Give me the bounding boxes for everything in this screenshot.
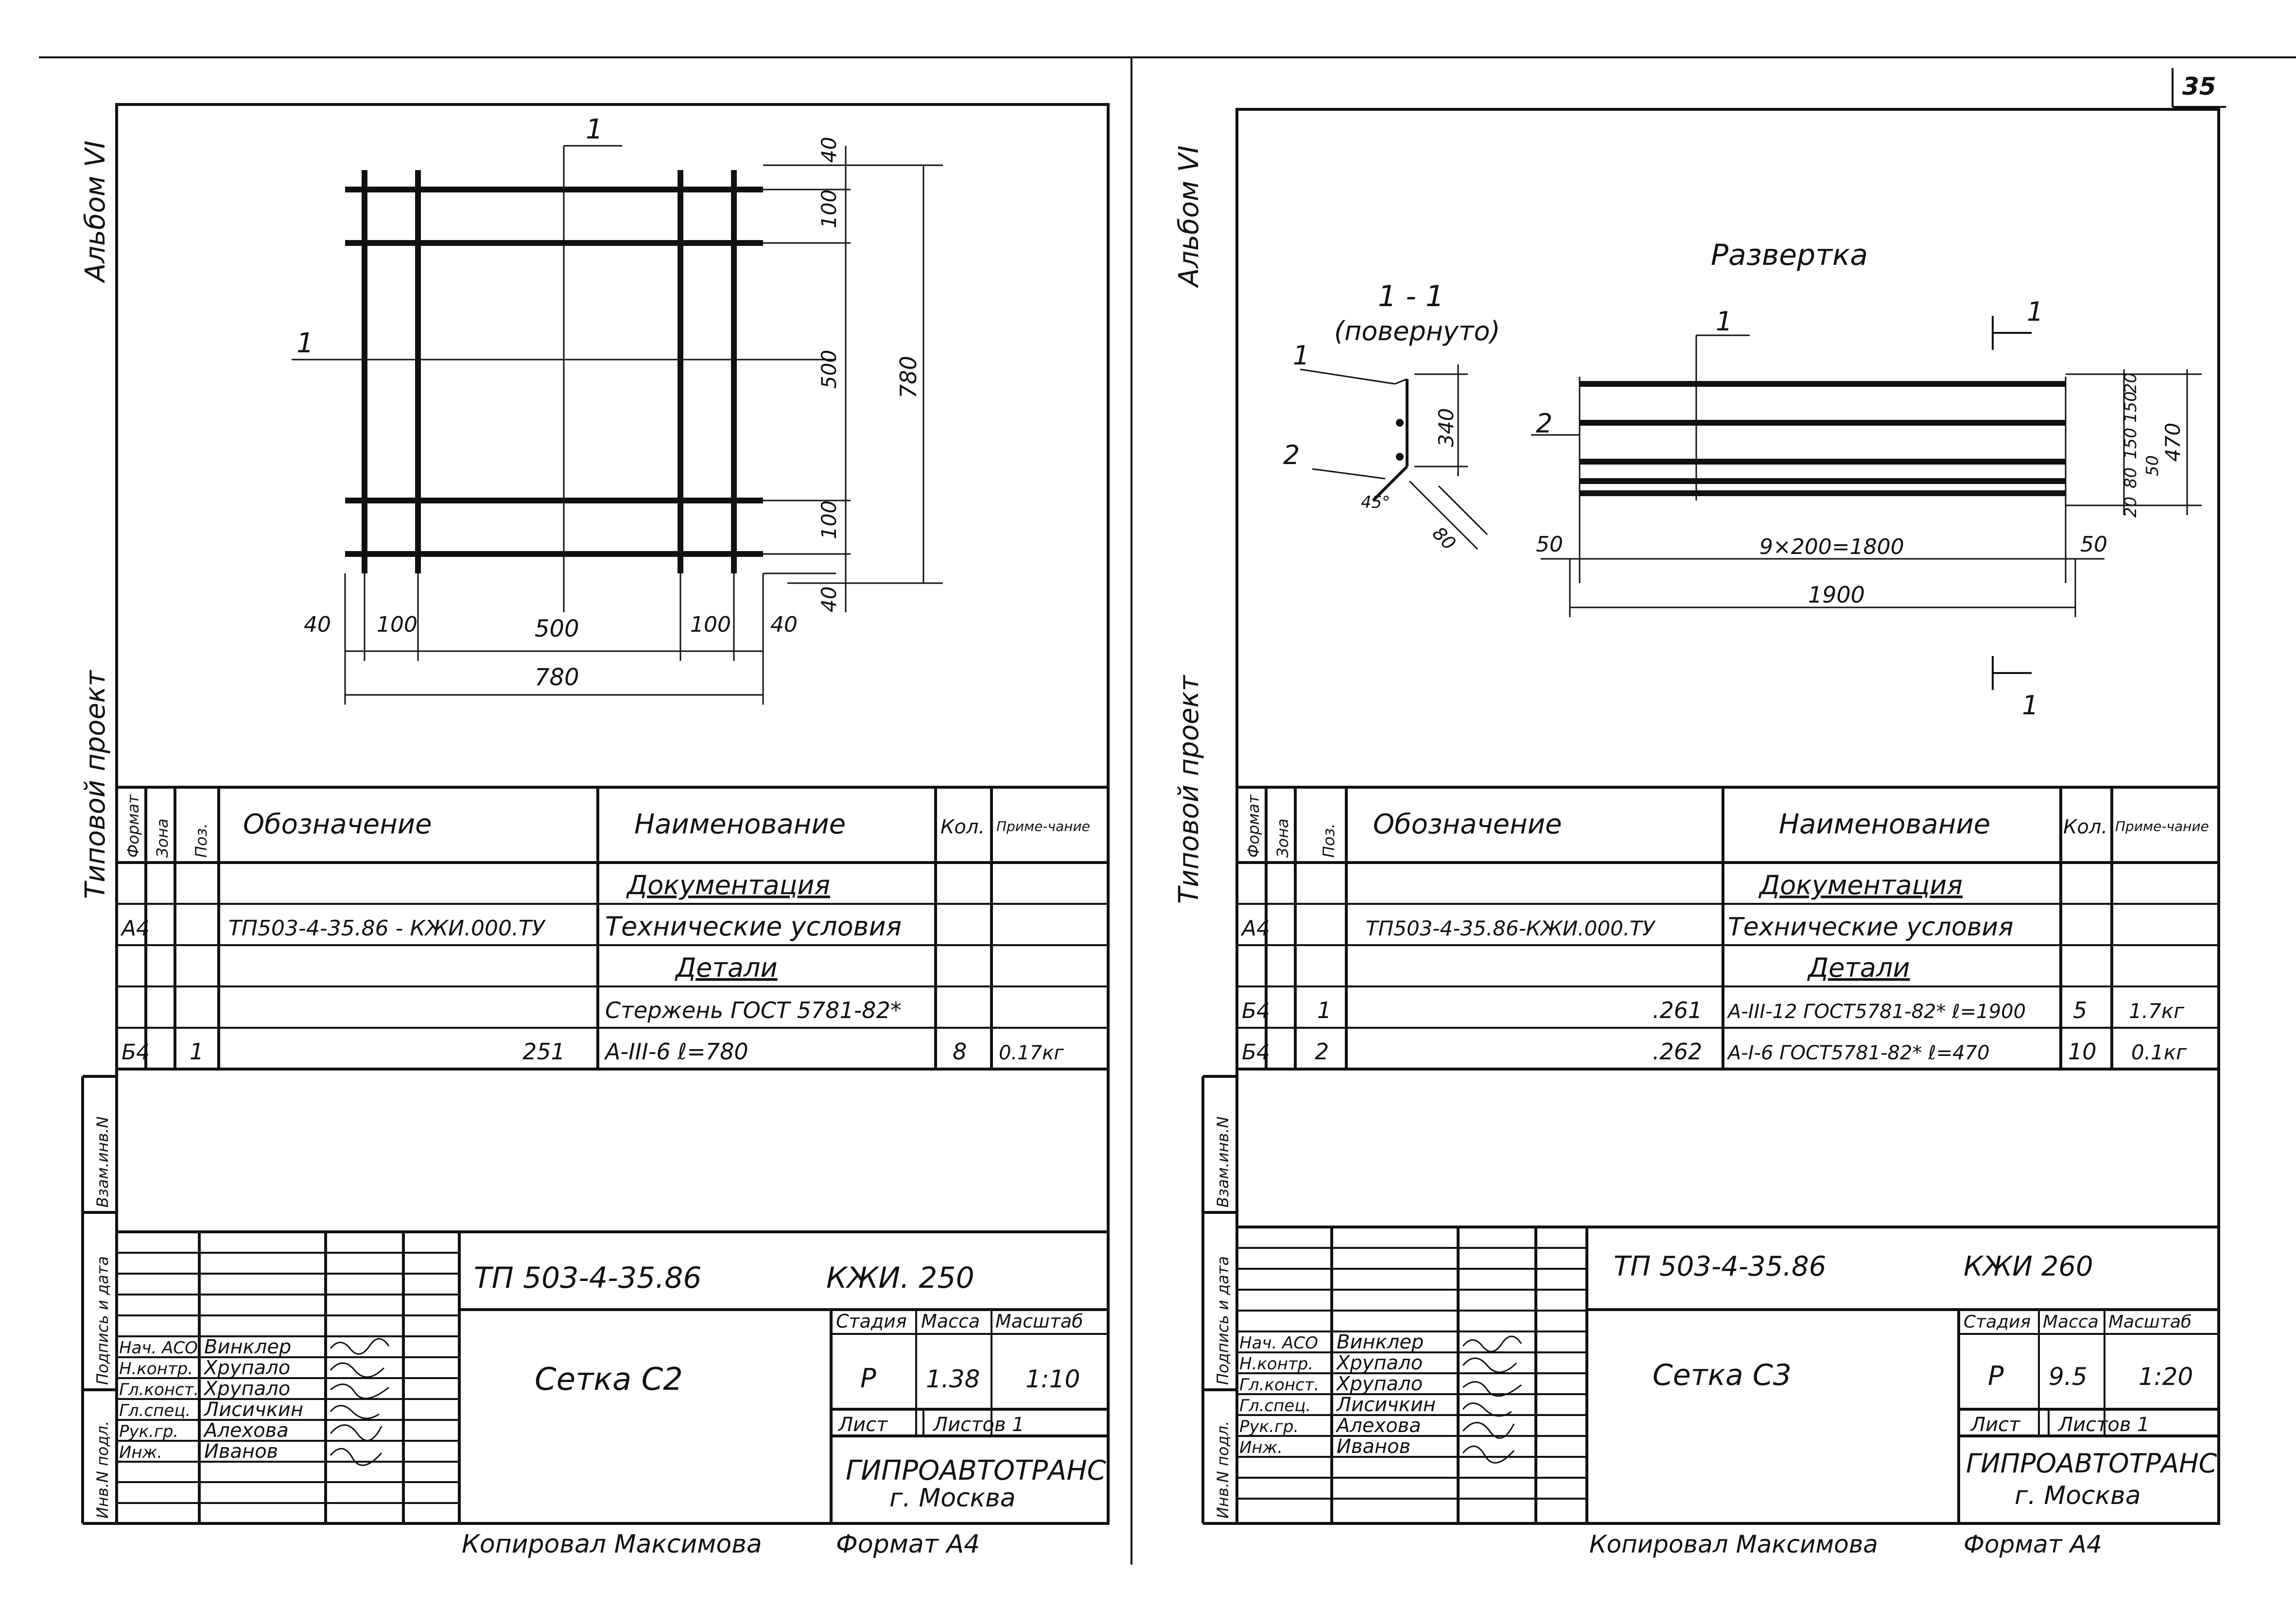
section-mark-top: 1 bbox=[2027, 296, 2044, 327]
right-row-pos: 1 bbox=[1317, 997, 1332, 1023]
right-hdr-note: Приме-чание bbox=[2115, 818, 2209, 834]
left-hdr-qty: Кол. bbox=[940, 816, 985, 838]
unfold-title: Развертка bbox=[1711, 238, 1868, 272]
left-role: Рук.гр. bbox=[119, 1422, 179, 1441]
left-role: Нач. АСО bbox=[119, 1338, 198, 1358]
right-row-designation: .261 bbox=[1652, 997, 1703, 1023]
unfold-pos-2: 2 bbox=[1536, 408, 1553, 439]
right-row-name: Детали bbox=[1808, 952, 1910, 983]
unfold-drawing bbox=[1531, 316, 2202, 690]
left-project-label: Типовой проект bbox=[80, 670, 111, 899]
right-org: ГИПРОАВТОТРАНС bbox=[1966, 1448, 2217, 1479]
section-mark-bottom: 1 bbox=[2022, 690, 2039, 721]
right-sheet bbox=[1173, 109, 2219, 1558]
left-dim-s3: 100 bbox=[817, 500, 841, 539]
right-col-mass: Масса bbox=[2043, 1312, 2099, 1332]
left-person: Хрупало bbox=[204, 1378, 291, 1400]
section-pos-2: 2 bbox=[1283, 440, 1300, 470]
left-col-scale: Масштаб bbox=[995, 1311, 1083, 1332]
section-dim-width: 80 bbox=[1428, 522, 1460, 554]
left-doc-code: ТП 503-4-35.86 bbox=[474, 1261, 702, 1295]
right-stage: Р bbox=[1988, 1361, 2004, 1391]
right-person: Хрупало bbox=[1337, 1352, 1423, 1374]
left-row-name: А-III-6 ℓ=780 bbox=[605, 1038, 748, 1065]
right-row-designation: ТП503-4-35.86-КЖИ.000.ТУ bbox=[1366, 916, 1655, 940]
left-role: Гл.конст. bbox=[119, 1380, 199, 1400]
left-dim-h1: 100 bbox=[377, 612, 417, 637]
right-row-name: Технические условия bbox=[1728, 913, 2014, 942]
right-stamp-replacement: Взам.инв.N bbox=[1214, 1116, 1232, 1208]
left-row-name: Технические условия bbox=[605, 911, 902, 942]
right-hdr-format: Формат bbox=[1244, 795, 1263, 858]
left-dim-h3: 100 bbox=[690, 612, 731, 637]
left-dim-top: 40 bbox=[817, 137, 841, 163]
right-row-name: А-I-6 ГОСТ5781-82* ℓ=470 bbox=[1728, 1042, 1990, 1064]
right-role: Гл.конст. bbox=[1239, 1375, 1320, 1395]
right-row-format: Б4 bbox=[1242, 999, 1270, 1023]
unfold-pos-1: 1 bbox=[1716, 306, 1733, 337]
right-hdr-designation: Обозначение bbox=[1373, 809, 1562, 840]
unfold-dim-470: 470 bbox=[2161, 422, 2185, 462]
right-role: Инж. bbox=[1239, 1438, 1283, 1457]
left-hdr-note: Приме-чание bbox=[996, 818, 1090, 834]
left-row-designation: 251 bbox=[522, 1038, 565, 1065]
left-hdr-format: Формат bbox=[124, 795, 142, 858]
unfold-dim-150b: 150 bbox=[2121, 428, 2140, 459]
section-drawing bbox=[1300, 364, 1487, 549]
right-person: Хрупало bbox=[1337, 1373, 1423, 1395]
right-row-format: Б4 bbox=[1242, 1040, 1270, 1065]
right-city: г. Москва bbox=[2015, 1481, 2141, 1510]
left-mass: 1.38 bbox=[926, 1365, 980, 1393]
right-row-note: 1.7кг bbox=[2129, 999, 2185, 1023]
right-col-stage: Стадия bbox=[1964, 1312, 2031, 1332]
left-mark: КЖИ. 250 bbox=[826, 1261, 974, 1295]
left-section-mark-left: 1 bbox=[296, 328, 314, 359]
left-person: Алехова bbox=[204, 1419, 289, 1442]
left-row-format: Б4 bbox=[122, 1040, 150, 1065]
left-stamp-signature: Подпись и дата bbox=[93, 1256, 112, 1385]
left-stage: Р bbox=[860, 1363, 876, 1394]
left-row-note: 0.17кг bbox=[999, 1042, 1064, 1064]
left-format: Формат А4 bbox=[836, 1530, 980, 1559]
left-sheet-label: Лист bbox=[838, 1414, 888, 1436]
left-sheets-label: Листов 1 bbox=[933, 1414, 1025, 1436]
right-hdr-zone: Зона bbox=[1273, 818, 1292, 858]
right-sheet-label: Лист bbox=[1971, 1414, 2020, 1436]
right-sheets-label: Листов 1 bbox=[2058, 1414, 2150, 1436]
right-role: Гл.спец. bbox=[1239, 1396, 1311, 1416]
right-row-qty: 5 bbox=[2073, 997, 2087, 1023]
left-city: г. Москва bbox=[889, 1484, 1016, 1513]
left-section-mark-top: 1 bbox=[586, 114, 603, 145]
right-row-qty: 10 bbox=[2068, 1038, 2097, 1065]
left-row-qty: 8 bbox=[953, 1038, 967, 1065]
right-mass: 9.5 bbox=[2049, 1363, 2087, 1391]
right-stamp-signature: Подпись и дата bbox=[1214, 1256, 1232, 1385]
left-col-mass: Масса bbox=[921, 1311, 980, 1332]
left-dim-total-v: 780 bbox=[895, 356, 922, 398]
left-dim-s1: 100 bbox=[817, 189, 841, 228]
left-scale: 1:10 bbox=[1026, 1365, 1080, 1393]
left-hdr-zone: Зона bbox=[153, 818, 172, 858]
right-role: Рук.гр. bbox=[1239, 1417, 1299, 1436]
section-subtitle: (повернуто) bbox=[1334, 316, 1500, 346]
left-copied: Копировал Максимова bbox=[462, 1530, 762, 1559]
right-mark: КЖИ 260 bbox=[1964, 1251, 2093, 1282]
left-row-name: Детали bbox=[676, 952, 778, 983]
right-role: Н.контр. bbox=[1239, 1354, 1314, 1374]
right-row-name: А-III-12 ГОСТ5781-82* ℓ=1900 bbox=[1728, 1001, 2026, 1023]
unfold-dim-1800: 9×200=1800 bbox=[1759, 535, 1904, 559]
left-hdr-pos: Поз. bbox=[192, 823, 210, 858]
left-row-name: Документация bbox=[627, 870, 830, 900]
left-person: Лисичкин bbox=[204, 1399, 304, 1421]
unfold-dim-1900: 1900 bbox=[1808, 582, 1865, 608]
unfold-dim-150a: 150 bbox=[2121, 391, 2140, 423]
right-row-pos: 2 bbox=[1315, 1038, 1329, 1065]
left-col-stage: Стадия bbox=[836, 1311, 907, 1332]
left-row-name: Стержень ГОСТ 5781-82* bbox=[605, 997, 902, 1023]
right-scale: 1:20 bbox=[2139, 1363, 2193, 1391]
section-pos-1: 1 bbox=[1293, 340, 1310, 371]
right-hdr-pos: Поз. bbox=[1320, 823, 1338, 858]
right-doc-code: ТП 503-4-35.86 bbox=[1614, 1251, 1826, 1282]
left-role: Н.контр. bbox=[119, 1359, 193, 1379]
unfold-dim-50v: 50 bbox=[2143, 455, 2162, 476]
left-dim-bottom: 40 bbox=[817, 586, 841, 612]
right-row-note: 0.1кг bbox=[2131, 1040, 2187, 1064]
page-number: 35 bbox=[2182, 72, 2216, 101]
unfold-dim-50-left: 50 bbox=[1536, 532, 1563, 557]
right-row-designation: .262 bbox=[1652, 1038, 1703, 1065]
left-album-label: Альбом VI bbox=[80, 140, 111, 282]
left-dim-s2: 500 bbox=[817, 349, 841, 389]
right-person: Винклер bbox=[1337, 1331, 1424, 1353]
right-project-label: Типовой проект bbox=[1173, 675, 1205, 904]
left-person: Хрупало bbox=[204, 1357, 291, 1379]
left-hdr-name: Наименование bbox=[634, 809, 846, 840]
right-person: Иванов bbox=[1337, 1435, 1411, 1458]
left-dim-h2: 500 bbox=[535, 615, 579, 642]
left-role: Инж. bbox=[119, 1443, 163, 1462]
left-stamp-replacement: Взам.инв.N bbox=[93, 1116, 112, 1208]
left-drawing-name: Сетка С2 bbox=[535, 1362, 683, 1398]
unfold-dim-80: 80 bbox=[2121, 467, 2140, 488]
right-stamp-inventory: Инв.N подл. bbox=[1214, 1420, 1232, 1519]
left-dim-h-left: 40 bbox=[304, 612, 331, 637]
unfold-dim-20a: 20 bbox=[2121, 372, 2140, 394]
left-dim-total-h: 780 bbox=[535, 664, 579, 691]
left-row-format: А4 bbox=[122, 916, 150, 941]
right-row-name: Документация bbox=[1759, 870, 1963, 900]
right-hdr-qty: Кол. bbox=[2063, 816, 2108, 838]
right-row-format: А4 bbox=[1242, 916, 1270, 941]
right-person: Лисичкин bbox=[1337, 1394, 1436, 1416]
right-copied: Копировал Максимова bbox=[1589, 1530, 1878, 1558]
right-person: Алехова bbox=[1337, 1415, 1421, 1437]
unfold-dim-20b: 20 bbox=[2121, 496, 2140, 518]
right-hdr-name: Наименование bbox=[1779, 809, 1991, 840]
left-person: Винклер bbox=[204, 1336, 292, 1358]
right-role: Нач. АСО bbox=[1239, 1333, 1318, 1353]
left-stamp-inventory: Инв.N подл. bbox=[93, 1420, 112, 1519]
section-dim-angle: 45° bbox=[1361, 493, 1391, 512]
right-col-scale: Масштаб bbox=[2108, 1312, 2192, 1332]
left-sheet bbox=[80, 104, 1108, 1559]
left-org: ГИПРОАВТОТРАНС bbox=[846, 1455, 1106, 1486]
right-album-label: Альбом VI bbox=[1173, 145, 1205, 287]
left-person: Иванов bbox=[204, 1440, 278, 1463]
unfold-dim-50-right: 50 bbox=[2080, 532, 2107, 557]
right-format: Формат А4 bbox=[1964, 1530, 2102, 1558]
left-hdr-designation: Обозначение bbox=[243, 809, 432, 840]
section-dim-height: 340 bbox=[1434, 408, 1458, 447]
left-row-designation: ТП503-4-35.86 - КЖИ.000.ТУ bbox=[228, 916, 545, 941]
left-row-pos: 1 bbox=[190, 1038, 204, 1065]
left-role: Гл.спец. bbox=[119, 1401, 191, 1420]
right-drawing-name: Сетка С3 bbox=[1652, 1358, 1792, 1392]
section-title: 1 - 1 bbox=[1378, 279, 1444, 313]
left-dim-h-right: 40 bbox=[770, 612, 798, 637]
right-signatures bbox=[1463, 1336, 1521, 1463]
